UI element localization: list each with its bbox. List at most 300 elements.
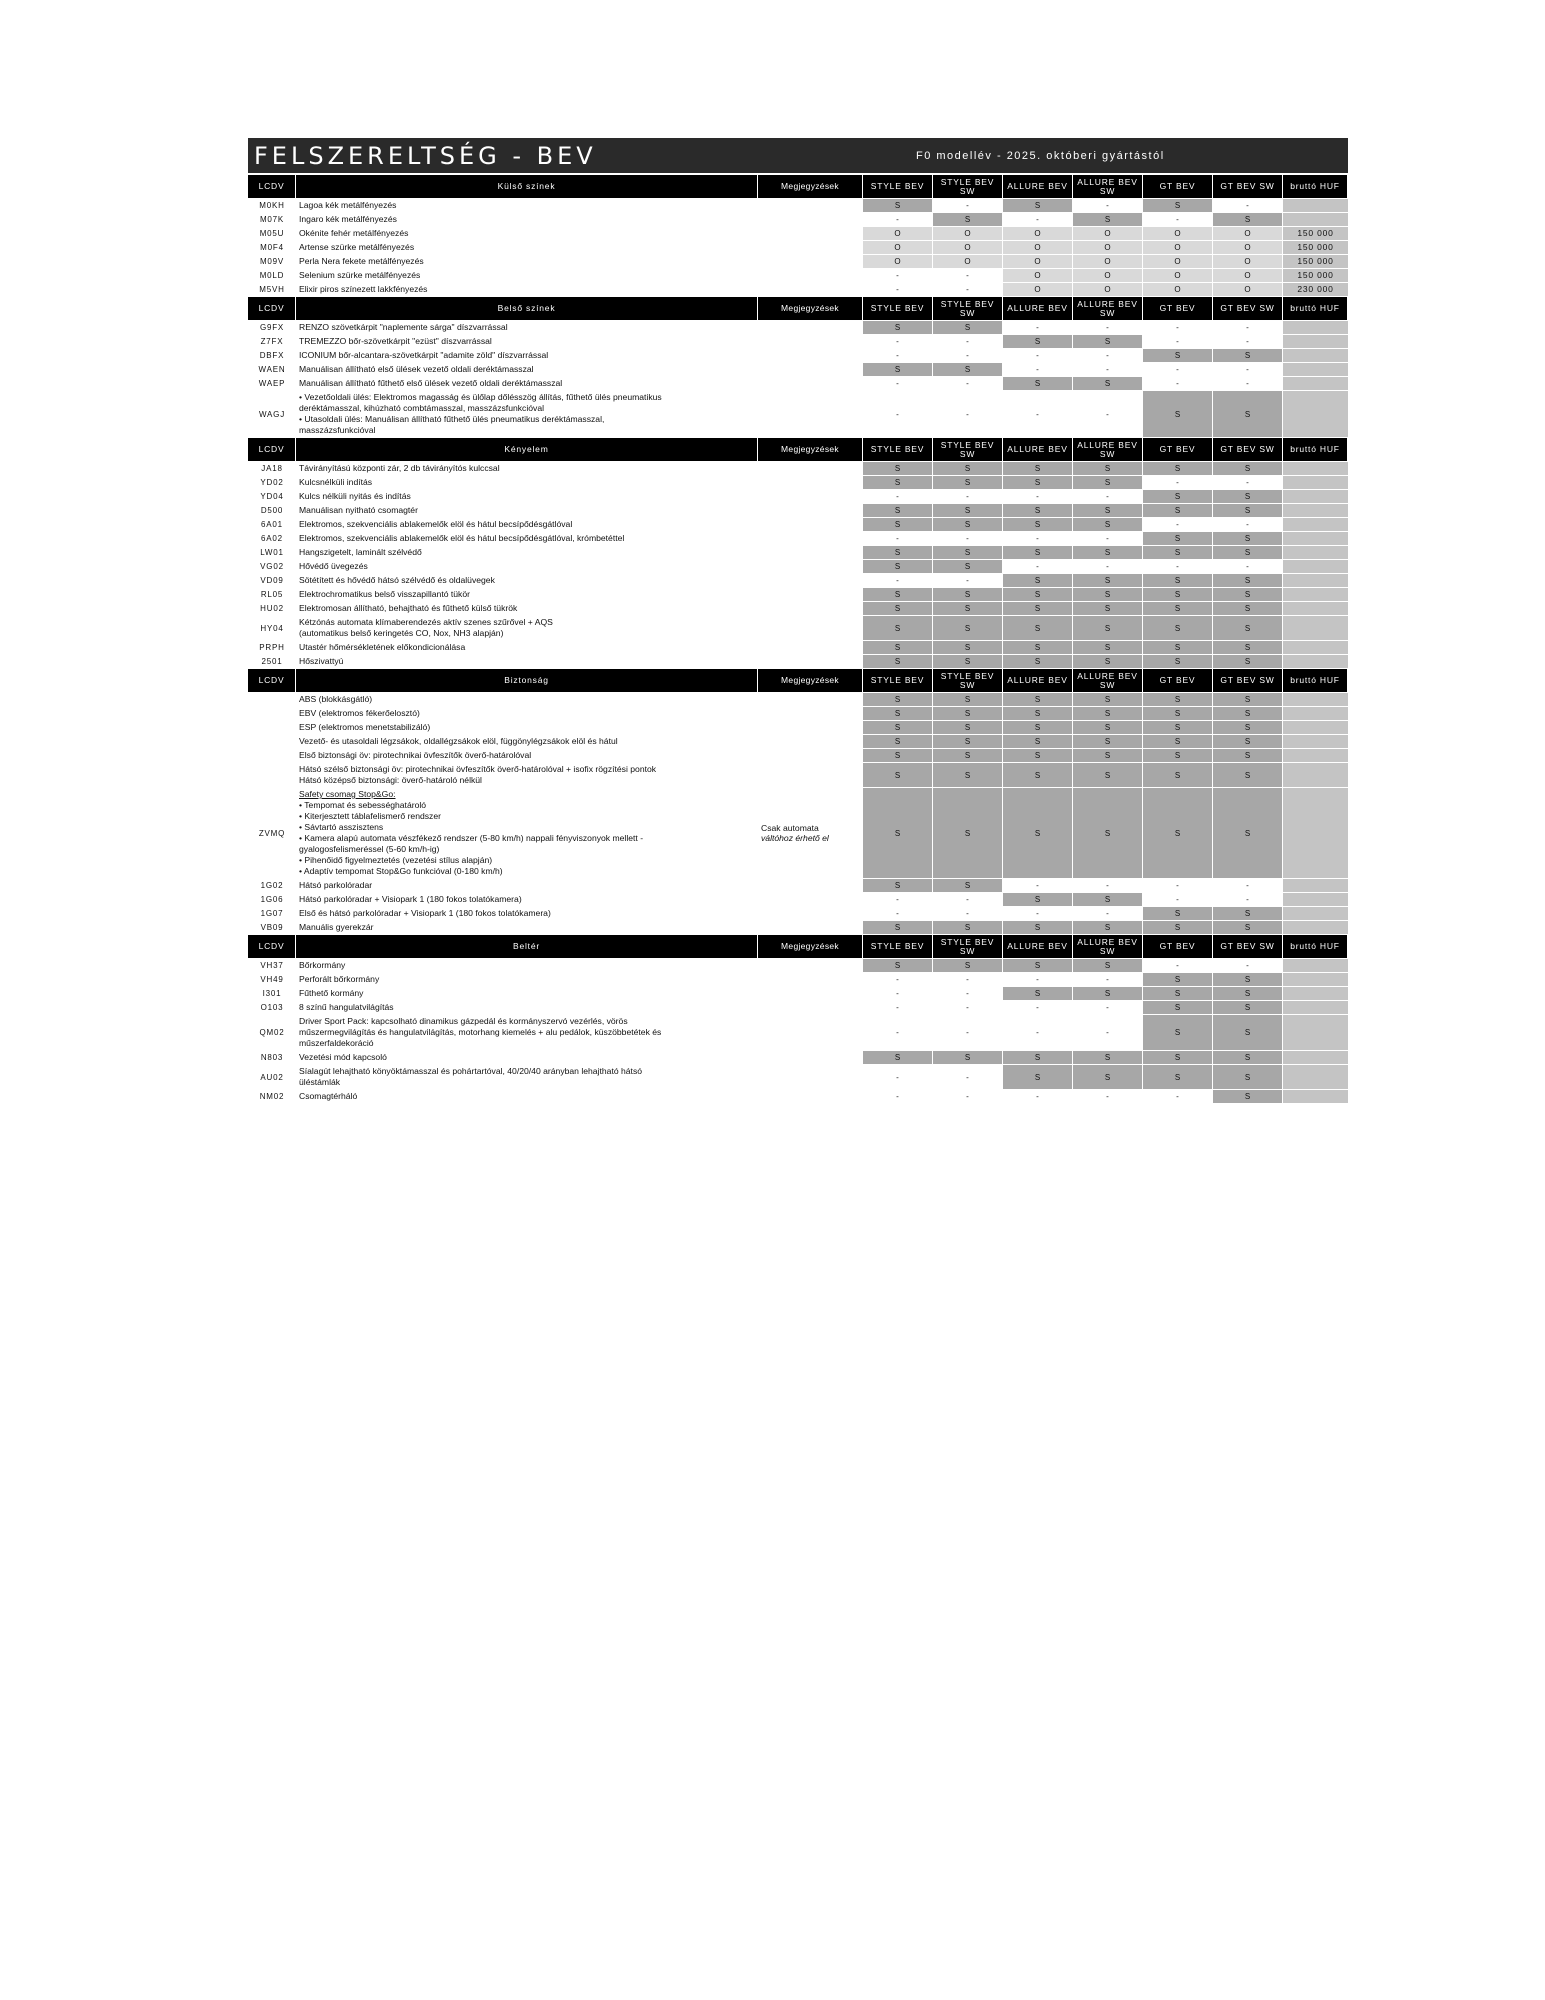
variant-availability: S: [933, 959, 1003, 973]
col-header-variant: STYLE BEV: [863, 297, 933, 321]
lcdv-code: PRPH: [248, 641, 296, 655]
feature-description: Hőszivattyú: [296, 655, 758, 669]
price-cell: [1283, 213, 1348, 227]
variant-availability: S: [1213, 213, 1283, 227]
variant-availability: O: [1073, 255, 1143, 269]
table-row: [248, 335, 1348, 349]
variant-availability: -: [1073, 560, 1143, 574]
table-row: [248, 1051, 1348, 1065]
col-header-notes: Megjegyzések: [758, 175, 863, 199]
feature-description: Kulcs nélküli nyitás és indítás: [296, 490, 758, 504]
lcdv-code: 1G07: [248, 907, 296, 921]
lcdv-code: M0LD: [248, 269, 296, 283]
lcdv-code: LW01: [248, 546, 296, 560]
variant-availability: -: [1073, 907, 1143, 921]
variant-availability: S: [863, 199, 933, 213]
variant-availability: S: [1003, 959, 1073, 973]
variant-availability: S: [933, 655, 1003, 669]
title-bar: [248, 138, 1348, 175]
col-header-variant: ALLURE BEV: [1003, 935, 1073, 959]
table-row: [248, 641, 1348, 655]
feature-line: műszermegvilágítás és hangulatvilágítás, motorhang kiemelés + alu pedálok, küszöbbetétek és: [299, 1027, 662, 1037]
col-header-variant: GT BEV SW: [1213, 175, 1283, 199]
notes-cell: [758, 518, 863, 532]
table-row: [248, 987, 1348, 1001]
variant-availability: S: [1143, 574, 1213, 588]
price-cell: [1283, 602, 1348, 616]
price-cell: [1283, 921, 1348, 935]
table-row: [248, 213, 1348, 227]
variant-availability: O: [1073, 283, 1143, 297]
variant-availability: S: [933, 321, 1003, 335]
variant-availability: S: [1073, 959, 1143, 973]
page-title: FELSZERELTSÉG - BEV: [254, 141, 597, 170]
lcdv-code: 6A01: [248, 518, 296, 532]
table-row: [248, 616, 1348, 641]
feature-description: Első és hátsó parkolóradar + Visiopark 1 (180 fokos tolatókamera): [296, 907, 758, 921]
variant-availability: S: [1213, 735, 1283, 749]
variant-availability: -: [1143, 879, 1213, 893]
variant-availability: S: [1003, 462, 1073, 476]
variant-availability: -: [1143, 518, 1213, 532]
variant-availability: S: [1003, 518, 1073, 532]
variant-availability: S: [1073, 987, 1143, 1001]
variant-availability: S: [1073, 213, 1143, 227]
lcdv-code: WAEN: [248, 363, 296, 377]
table-row: [248, 721, 1348, 735]
feature-description: Manuálisan állítható első ülések vezető oldali deréktámasszal: [296, 363, 758, 377]
variant-availability: -: [933, 1001, 1003, 1015]
variant-availability: -: [1003, 973, 1073, 987]
lcdv-code: HU02: [248, 602, 296, 616]
section-title: Kényelem: [296, 438, 758, 462]
feature-description: ABS (blokkásgátló): [296, 693, 758, 707]
price-cell: 150 000: [1283, 255, 1348, 269]
variant-availability: S: [933, 879, 1003, 893]
lcdv-code: I301: [248, 987, 296, 1001]
notes-cell: [758, 641, 863, 655]
table-row: [248, 1065, 1348, 1090]
variant-availability: S: [863, 655, 933, 669]
notes-cell: [758, 363, 863, 377]
variant-availability: -: [933, 490, 1003, 504]
table-row: [248, 227, 1348, 241]
feature-line: Hátsó szélső biztonsági öv: pirotechnikai övfeszítők överő-határolóval + isofix rögzítési pontok: [299, 764, 657, 774]
variant-availability: S: [1003, 987, 1073, 1001]
variant-availability: -: [933, 907, 1003, 921]
variant-availability: -: [1213, 893, 1283, 907]
variant-availability: -: [933, 1065, 1003, 1090]
lcdv-code: [248, 707, 296, 721]
lcdv-code: 1G06: [248, 893, 296, 907]
lcdv-code: NM02: [248, 1090, 296, 1104]
feature-description: [296, 763, 758, 788]
table-row: [248, 532, 1348, 546]
feature-description: [296, 1015, 758, 1051]
price-cell: [1283, 1051, 1348, 1065]
variant-availability: S: [1073, 655, 1143, 669]
table-row: [248, 560, 1348, 574]
variant-availability: S: [1003, 335, 1073, 349]
price-cell: [1283, 1090, 1348, 1104]
variant-availability: S: [1073, 476, 1143, 490]
notes-cell: [758, 879, 863, 893]
variant-availability: S: [1073, 735, 1143, 749]
variant-availability: -: [1003, 560, 1073, 574]
feature-line: masszázsfunkcióval: [299, 425, 376, 435]
feature-line: • Sávtartó asszisztens: [299, 822, 384, 832]
variant-availability: S: [863, 879, 933, 893]
variant-availability: O: [863, 227, 933, 241]
variant-availability: -: [1003, 321, 1073, 335]
feature-description: Elixir piros színezett lakkfényezés: [296, 283, 758, 297]
variant-availability: -: [863, 907, 933, 921]
variant-availability: -: [863, 391, 933, 438]
variant-availability: -: [1073, 490, 1143, 504]
variant-availability: S: [933, 735, 1003, 749]
table-row: [248, 321, 1348, 335]
variant-availability: S: [933, 518, 1003, 532]
notes-cell: [758, 655, 863, 669]
variant-availability: O: [1003, 227, 1073, 241]
price-cell: [1283, 1065, 1348, 1090]
variant-availability: -: [933, 269, 1003, 283]
col-header-variant: STYLE BEV: [863, 438, 933, 462]
table-row: [248, 504, 1348, 518]
variant-availability: S: [1003, 788, 1073, 879]
variant-availability: S: [1143, 546, 1213, 560]
variant-availability: -: [1073, 1015, 1143, 1051]
section-header-row: [248, 669, 1348, 693]
variant-availability: O: [863, 241, 933, 255]
variant-availability: -: [1213, 199, 1283, 213]
variant-availability: S: [1003, 616, 1073, 641]
notes-cell: [758, 987, 863, 1001]
variant-availability: S: [933, 504, 1003, 518]
variant-availability: S: [1143, 616, 1213, 641]
variant-availability: -: [863, 490, 933, 504]
variant-availability: S: [1073, 1051, 1143, 1065]
variant-availability: -: [1003, 907, 1073, 921]
notes-cell: [758, 462, 863, 476]
variant-availability: S: [1003, 707, 1073, 721]
table-row: [248, 199, 1348, 213]
lcdv-code: VD09: [248, 574, 296, 588]
notes-cell: [758, 560, 863, 574]
lcdv-code: [248, 721, 296, 735]
notes-cell: [758, 391, 863, 438]
col-header-price: bruttó HUF: [1283, 669, 1348, 693]
col-header-variant: ALLURE BEV: [1003, 175, 1073, 199]
price-cell: [1283, 973, 1348, 987]
price-cell: [1283, 560, 1348, 574]
feature-description: Elektromos, szekvenciális ablakemelők elöl és hátul becsípődésgátlóval, krómbetéttel: [296, 532, 758, 546]
variant-availability: S: [1213, 1065, 1283, 1090]
lcdv-code: N803: [248, 1051, 296, 1065]
variant-availability: -: [1143, 1090, 1213, 1104]
variant-availability: O: [933, 227, 1003, 241]
variant-availability: S: [1143, 763, 1213, 788]
variant-availability: -: [863, 973, 933, 987]
price-cell: [1283, 987, 1348, 1001]
notes-cell: [758, 588, 863, 602]
notes-cell: [758, 921, 863, 935]
variant-availability: S: [1143, 1065, 1213, 1090]
feature-description: Távirányítású központi zár, 2 db távirányítós kulccsal: [296, 462, 758, 476]
section-header-row: [248, 438, 1348, 462]
variant-availability: S: [1213, 707, 1283, 721]
variant-availability: S: [863, 462, 933, 476]
feature-line: • Utasoldali ülés: Manuálisan állítható fűthető ülés pneumatikus deréktámasszal,: [299, 414, 605, 424]
lcdv-code: M5VH: [248, 283, 296, 297]
notes-cell: [758, 199, 863, 213]
notes-cell: [758, 213, 863, 227]
variant-availability: S: [1213, 721, 1283, 735]
equipment-sheet: [248, 138, 1348, 1104]
variant-availability: S: [863, 616, 933, 641]
feature-line: • Tempomat és sebességhatároló: [299, 800, 427, 810]
col-header-variant: STYLE BEV: [863, 669, 933, 693]
variant-availability: O: [1003, 255, 1073, 269]
notes-cell: [758, 546, 863, 560]
variant-availability: S: [1143, 788, 1213, 879]
col-header-variant: ALLURE BEV SW: [1073, 438, 1143, 462]
price-cell: [1283, 476, 1348, 490]
variant-availability: -: [863, 1090, 933, 1104]
variant-availability: S: [1213, 1001, 1283, 1015]
variant-availability: -: [933, 532, 1003, 546]
col-header-variant: STYLE BEV SW: [933, 935, 1003, 959]
variant-availability: -: [933, 574, 1003, 588]
notes-cell: [758, 490, 863, 504]
price-cell: 150 000: [1283, 269, 1348, 283]
note-line: váltóhoz érhető el: [761, 833, 829, 843]
variant-availability: S: [863, 546, 933, 560]
variant-availability: O: [1003, 283, 1073, 297]
feature-line: Hátsó középső biztonsági: överő-határoló nélkül: [299, 775, 482, 785]
col-header-variant: GT BEV: [1143, 669, 1213, 693]
variant-availability: S: [1213, 546, 1283, 560]
section-title: Biztonság: [296, 669, 758, 693]
col-header-variant: GT BEV SW: [1213, 438, 1283, 462]
table-row: [248, 893, 1348, 907]
feature-description: Elektromos, szekvenciális ablakemelők elöl és hátul becsípődésgátlóval: [296, 518, 758, 532]
notes-cell: [758, 504, 863, 518]
table-row: [248, 655, 1348, 669]
variant-availability: S: [863, 560, 933, 574]
section-title: Külső színek: [296, 175, 758, 199]
feature-line: deréktámasszal, kihúzható combtámasszal, masszázsfunkcióval: [299, 403, 545, 413]
feature-description: Perforált bőrkormány: [296, 973, 758, 987]
col-header-notes: Megjegyzések: [758, 438, 863, 462]
variant-availability: O: [1143, 255, 1213, 269]
feature-description: Selenium szürke metálfényezés: [296, 269, 758, 283]
variant-availability: S: [933, 546, 1003, 560]
variant-availability: -: [933, 335, 1003, 349]
notes-cell: [758, 959, 863, 973]
variant-availability: -: [863, 269, 933, 283]
variant-availability: S: [1213, 588, 1283, 602]
price-cell: [1283, 707, 1348, 721]
table-row: [248, 255, 1348, 269]
price-cell: [1283, 959, 1348, 973]
price-cell: [1283, 363, 1348, 377]
col-header-variant: ALLURE BEV: [1003, 669, 1073, 693]
feature-line: Safety csomag Stop&Go:: [299, 789, 396, 799]
feature-description: Hátsó parkolóradar: [296, 879, 758, 893]
col-header-price: bruttó HUF: [1283, 935, 1348, 959]
notes-cell: [758, 749, 863, 763]
table-row: [248, 921, 1348, 935]
variant-availability: S: [933, 721, 1003, 735]
section-title: Belső színek: [296, 297, 758, 321]
lcdv-code: AU02: [248, 1065, 296, 1090]
notes-cell: [758, 377, 863, 391]
variant-availability: S: [1213, 788, 1283, 879]
feature-description: Elektrochromatikus belső visszapillantó tükör: [296, 588, 758, 602]
variant-availability: -: [1073, 363, 1143, 377]
variant-availability: -: [1143, 363, 1213, 377]
variant-availability: O: [1143, 227, 1213, 241]
table-row: [248, 363, 1348, 377]
table-row: [248, 879, 1348, 893]
variant-availability: S: [1003, 921, 1073, 935]
variant-availability: S: [863, 788, 933, 879]
lcdv-code: VG02: [248, 560, 296, 574]
variant-availability: S: [1213, 391, 1283, 438]
table-row: [248, 959, 1348, 973]
variant-availability: S: [1143, 987, 1213, 1001]
feature-line: üléstámlák: [299, 1077, 341, 1087]
lcdv-code: RL05: [248, 588, 296, 602]
col-header-variant: ALLURE BEV SW: [1073, 175, 1143, 199]
feature-line: műszerfaldekoráció: [299, 1038, 374, 1048]
variant-availability: S: [863, 693, 933, 707]
variant-availability: -: [933, 893, 1003, 907]
price-cell: [1283, 504, 1348, 518]
variant-availability: -: [933, 1090, 1003, 1104]
table-row: [248, 788, 1348, 879]
table-row: [248, 241, 1348, 255]
notes-cell: [758, 893, 863, 907]
variant-availability: -: [1213, 560, 1283, 574]
variant-availability: S: [863, 707, 933, 721]
variant-availability: S: [1003, 504, 1073, 518]
feature-description: ESP (elektromos menetstabilizáló): [296, 721, 758, 735]
variant-availability: S: [1143, 907, 1213, 921]
feature-line: • Kiterjesztett táblafelismerő rendszer: [299, 811, 441, 821]
price-cell: [1283, 321, 1348, 335]
price-cell: [1283, 532, 1348, 546]
variant-availability: S: [1003, 749, 1073, 763]
variant-availability: -: [1073, 532, 1143, 546]
notes-cell: [758, 476, 863, 490]
table-row: [248, 269, 1348, 283]
variant-availability: O: [1213, 227, 1283, 241]
notes-cell: [758, 788, 863, 879]
variant-availability: S: [863, 641, 933, 655]
variant-availability: -: [933, 391, 1003, 438]
feature-line: • Kamera alapú automata vészfékező rendszer (5-80 km/h) nappali fényviszonyok mellett -: [299, 833, 644, 843]
variant-availability: -: [1003, 349, 1073, 363]
variant-availability: -: [1073, 1001, 1143, 1015]
price-cell: [1283, 349, 1348, 363]
variant-availability: S: [1003, 1051, 1073, 1065]
feature-description: Manuális gyerekzár: [296, 921, 758, 935]
price-cell: 150 000: [1283, 241, 1348, 255]
variant-availability: S: [1143, 973, 1213, 987]
variant-availability: S: [1213, 693, 1283, 707]
variant-availability: -: [1073, 879, 1143, 893]
variant-availability: -: [1073, 391, 1143, 438]
section-header-row: [248, 935, 1348, 959]
feature-description: Manuálisan nyitható csomagtér: [296, 504, 758, 518]
table-row: [248, 377, 1348, 391]
variant-availability: -: [1213, 879, 1283, 893]
variant-availability: S: [1143, 504, 1213, 518]
table-body: [248, 175, 1348, 1104]
table-row: [248, 707, 1348, 721]
variant-availability: -: [1213, 959, 1283, 973]
variant-availability: S: [1143, 391, 1213, 438]
variant-availability: -: [863, 1015, 933, 1051]
variant-availability: S: [1213, 616, 1283, 641]
variant-availability: S: [933, 462, 1003, 476]
variant-availability: S: [1003, 546, 1073, 560]
col-header-variant: ALLURE BEV SW: [1073, 935, 1143, 959]
feature-description: Elektromosan állítható, behajtható és fűthető külső tükrök: [296, 602, 758, 616]
lcdv-code: WAEP: [248, 377, 296, 391]
feature-line: • Pihenőidő figyelmeztetés (vezetési stílus alapján): [299, 855, 493, 865]
variant-availability: S: [1073, 693, 1143, 707]
variant-availability: S: [933, 476, 1003, 490]
price-cell: [1283, 693, 1348, 707]
variant-availability: -: [1143, 335, 1213, 349]
feature-description: Ingaro kék metálfényezés: [296, 213, 758, 227]
variant-availability: S: [1213, 532, 1283, 546]
feature-description: Hangszigetelt, laminált szélvédő: [296, 546, 758, 560]
variant-availability: -: [933, 199, 1003, 213]
variant-availability: S: [1213, 504, 1283, 518]
variant-availability: S: [1073, 893, 1143, 907]
variant-availability: S: [1073, 546, 1143, 560]
lcdv-code: VH49: [248, 973, 296, 987]
variant-availability: -: [863, 987, 933, 1001]
variant-availability: S: [1213, 1090, 1283, 1104]
variant-availability: -: [863, 283, 933, 297]
variant-availability: -: [933, 283, 1003, 297]
feature-description: Utastér hőmérsékletének előkondicionálása: [296, 641, 758, 655]
notes-cell: [758, 735, 863, 749]
notes-cell: [758, 907, 863, 921]
variant-availability: O: [863, 255, 933, 269]
feature-description: Perla Nera fekete metálfényezés: [296, 255, 758, 269]
col-header-variant: ALLURE BEV: [1003, 438, 1073, 462]
notes-cell: [758, 241, 863, 255]
feature-description: Bőrkormány: [296, 959, 758, 973]
price-cell: [1283, 1001, 1348, 1015]
variant-availability: S: [1003, 735, 1073, 749]
variant-availability: S: [1143, 1015, 1213, 1051]
table-row: [248, 349, 1348, 363]
col-header-variant: ALLURE BEV SW: [1073, 297, 1143, 321]
notes-cell: [758, 227, 863, 241]
variant-availability: S: [933, 693, 1003, 707]
variant-availability: S: [1213, 749, 1283, 763]
feature-description: Manuálisan állítható fűthető első ülések vezető oldali deréktámasszal: [296, 377, 758, 391]
variant-availability: O: [1213, 255, 1283, 269]
notes-cell: [758, 721, 863, 735]
